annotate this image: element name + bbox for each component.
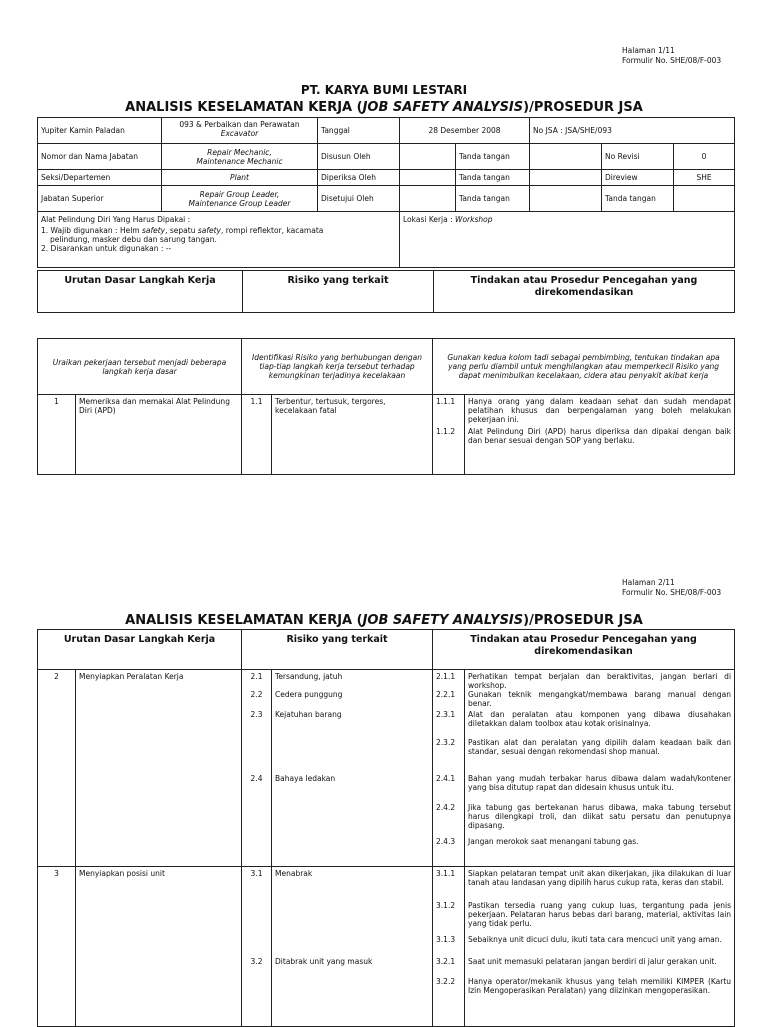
disusun-value [400,144,456,170]
diperiksa-label: Diperiksa Oleh [318,170,400,186]
disetujui-value [400,186,456,212]
page1-number: Halaman 1/11 [622,46,675,55]
direview-label: Direview [602,170,674,186]
action-number: 1.1.2 [436,427,456,436]
action-numbers [433,395,465,475]
company-name: PT. KARYA BUMI LESTARI [300,83,468,97]
page1-meta [622,46,721,66]
tanda-tangan-label-2: Tanda tangan [456,170,530,186]
jsa-header-table [37,117,735,268]
page2-meta [622,578,721,598]
employee-name: Yupiter Kamin Paladan [38,118,162,144]
no-jsa: No JSA : JSA/SHE/093 [530,118,735,144]
risk-texts: Menabrak Ditabrak unit yang masuk [272,867,433,1027]
tanda-tangan-value-3 [530,186,602,212]
risk-texts: Tersandung, jatuh Cedera punggung Kejatuhan barang Bahaya ledakan [272,670,433,867]
action-numbers: 2.1.1 2.2.1 2.3.1 2.3.2 2.4.1 2.4.2 2.4.3 [433,670,465,867]
seksi-value: Plant [162,170,318,186]
tanggal-label: Tanggal [318,118,400,144]
risk-number: 1.1 [242,395,272,475]
diperiksa-value [400,170,456,186]
tanda-tangan-value-1 [530,144,602,170]
apd-cell [38,212,400,268]
seksi-label: Seksi/Departemen [38,170,162,186]
page1-column-header [37,270,735,313]
risk-text: Terbentur, tertusuk, tergores, kecelakaan fatal [272,395,433,475]
p2-col-steps: Urutan Dasar Langkah Kerja [38,630,242,670]
page2-number: Halaman 2/11 [622,578,675,587]
page2-form-number: Formulir No. SHE/08/F-003 [622,588,722,597]
step-number: 1 [38,395,76,475]
apd-item-2: 2. Disarankan untuk digunakan : -- [41,244,172,253]
atasan-label: Jabatan Superior [38,186,162,212]
tanda-tangan-label-3: Tanda tangan [456,186,530,212]
disusun-label: Disusun Oleh [318,144,400,170]
nama-jabatan-value: Repair Mechanic, Maintenance Mechanic [162,144,318,170]
disetujui-label: Disetujui Oleh [318,186,400,212]
risk-numbers: 2.1 2.2 2.3 2.4 [242,670,272,867]
col-steps: Urutan Dasar Langkah Kerja [38,271,243,313]
step-text: Menyiapkan Peralatan Kerja [76,670,242,867]
tanda-tangan-value-4 [674,186,735,212]
action-text: Hanya orang yang dalam keadaan sehat dan sudah mendapat pelatihan khusus dan berpengalaman yang boleh melakukan pekerjaan ini. [468,397,732,424]
lokasi-value: Workshop [455,215,493,224]
apd-item-1: 1. Wajib digunakan : Helm safety, sepatu safety, rompi reflektor, kacamata [41,226,324,235]
action-numbers: 3.1.1 3.1.2 3.1.3 3.2.1 3.2.2 [433,867,465,1027]
apd-heading: Alat Pelindung Diri Yang Harus Dipakai : [41,215,191,224]
page2-title: ANALISIS KESELAMATAN KERJA (JOB SAFETY ANALYSIS)/PROSEDUR JSA [125,613,643,628]
guide-actions: Gunakan kedua kolom tadi sebagai pembimbing, tentukan tindakan apa yang perlu diambil untuk menghilangkan atau memperkecil Risiko yang dapat menimbulkan kecelakaan, cidera atau penyakit akibat kerja [433,339,735,395]
page1-form-number: Formulir No. SHE/08/F-003 [622,56,722,65]
tanda-tangan-label-4: Tanda tangan [602,186,674,212]
tanda-tangan-value-2 [530,170,602,186]
lokasi-label: Lokasi Kerja : [403,215,456,224]
page1-title: ANALISIS KESELAMATAN KERJA (JOB SAFETY ANALYSIS)/PROSEDUR JSA [125,100,643,115]
guide-steps: Uraikan pekerjaan tersebut menjadi beberapa langkah kerja dasar [38,339,242,395]
direview-value: SHE [674,170,735,186]
action-number: 1.1.1 [436,397,456,406]
tanda-tangan-label-1: Tanda tangan [456,144,530,170]
step-number: 2 [38,670,76,867]
page2-jsa-table [37,629,735,1027]
no-revisi-label: No Revisi [602,144,674,170]
step-text: Memeriksa dan memakai Alat Pelindung Diri (APD) [76,395,242,475]
step-text: Menyiapkan posisi unit [76,867,242,1027]
nama-jabatan-label: Nomor dan Nama Jabatan [38,144,162,170]
col-risks: Risiko yang terkait [243,271,434,313]
guide-risks: Identifikasi Risiko yang berhubungan dengan tiap-tiap langkah kerja tersebut terhadap kemungkinan terjadinya kecelakaan [242,339,433,395]
col-actions: Tindakan atau Prosedur Pencegahan yang direkomendasikan [434,271,735,313]
atasan-value: Repair Group Leader, Maintenance Group Leader [162,186,318,212]
risk-numbers: 3.1 3.2 [242,867,272,1027]
action-texts: Perhatikan tempat berjalan dan beraktivitas, jangan berlari di workshop. Gunakan teknik mengangkat/membawa barang manual dengan benar. Alat dan peralatan atau komponen yang dibawa diusahakan diletakkan dalam toolbox atau kotak orisinalnya. Pastikan alat dan peralatan yang dipilih dalam keadaan baik dan standar, sesuai dengan rekomendasi shop manual. Bahan yang mudah terbakar harus dibawa dalam wadah/kontener yang bisa ditutup rapat dan didesain khusus untuk itu. Jika tabung gas bertekanan harus dibawa, maka tabung tersebut harus dilengkapi troli, dan diikat satu persatu dan penutupnya dipasang. Jangan merokok saat menangani tabung gas. [465,670,735,867]
action-text: Alat Pelindung Diri (APD) harus diperiksa dan dipakai dengan baik dan benar sesuai dengan SOP yang berlaku. [468,427,732,445]
step-number: 3 [38,867,76,1027]
p2-col-actions: Tindakan atau Prosedur Pencegahan yang direkomendasikan [433,630,735,670]
apd-item-1-line2: pelindung, masker debu dan sarung tangan. [50,235,217,244]
job-code: 093 & Perbaikan dan Perawatan Excavator [162,118,318,144]
no-revisi-value: 0 [674,144,735,170]
tanggal-value: 28 Desember 2008 [400,118,530,144]
action-texts [465,395,735,475]
page1-jsa-table [37,338,735,475]
action-texts: Siapkan pelataran tempat unit akan dikerjakan, jika dilakukan di luar tanah atau landasan yang dipilih harus cukup rata, keras dan stabil. Pastikan tersedia ruang yang cukup luas, tergantung pada jenis pekerjaan. Pelataran harus bebas dari barang, material, aktivitas lain yang tidak perlu. Sebaiknya unit dicuci dulu, ikuti tata cara mencuci unit yang aman. Saat unit memasuki pelataran jangan berdiri di jalur gerakan unit. Hanya operator/mekanik khusus yang telah memiliki KIMPER (Kartu Izin Mengoperasikan Peralatan) yang diizinkan mengoperasikan. [465,867,735,1027]
p2-col-risks: Risiko yang terkait [242,630,433,670]
lokasi-cell [400,212,735,268]
